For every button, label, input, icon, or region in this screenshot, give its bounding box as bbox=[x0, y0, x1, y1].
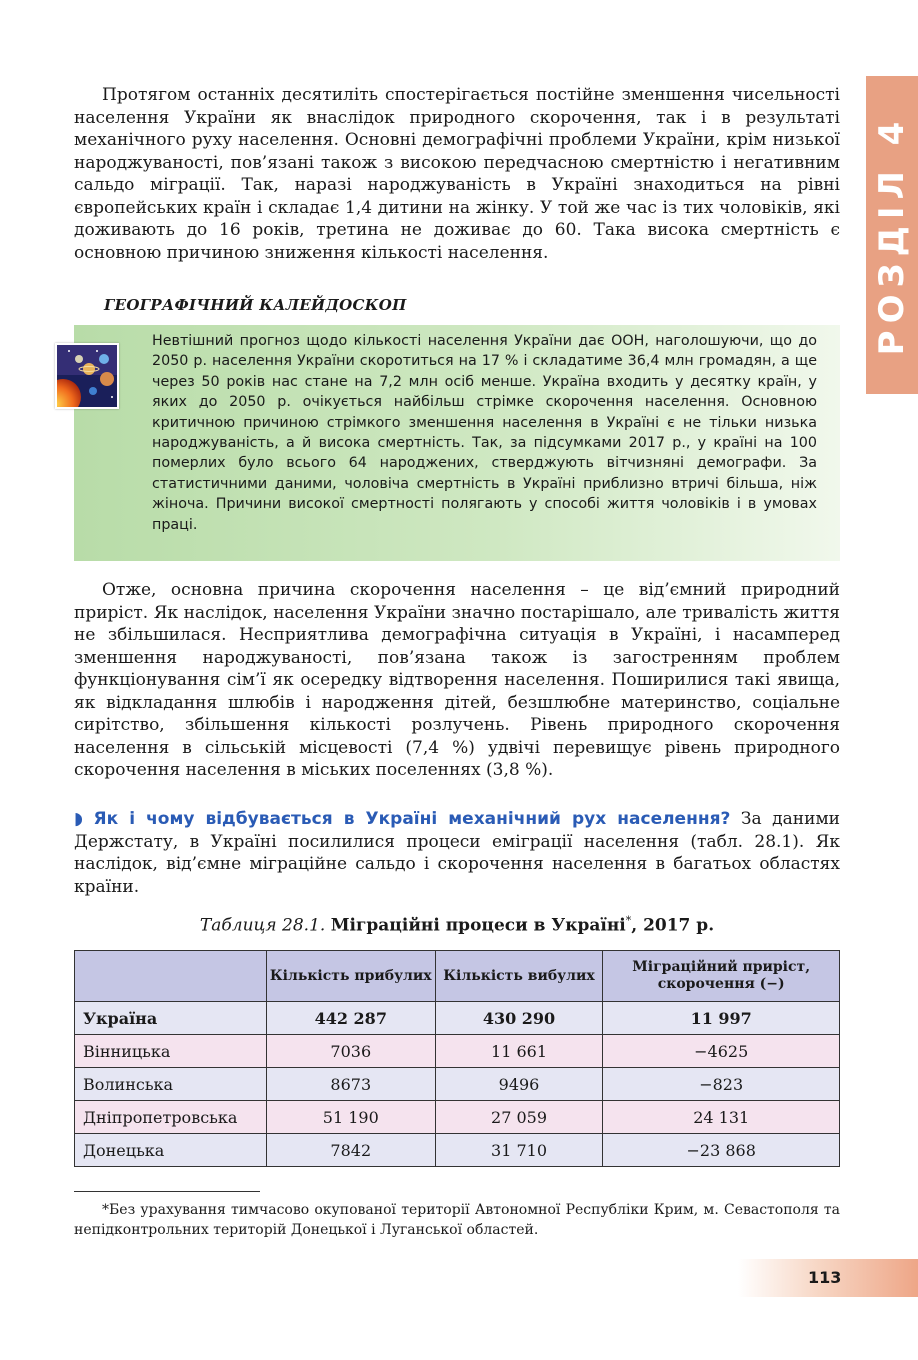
table-cell-balance: −4625 bbox=[603, 1035, 840, 1068]
table-cell-departed: 9496 bbox=[435, 1068, 603, 1101]
footnote-divider bbox=[74, 1191, 260, 1192]
table-header-region bbox=[75, 951, 267, 1002]
planets-icon bbox=[55, 343, 119, 409]
table-cell-region: Вінницька bbox=[75, 1035, 267, 1068]
page-number: 113 bbox=[808, 1268, 842, 1287]
table-cell-arrived: 7842 bbox=[266, 1134, 435, 1167]
paragraph-population-decline: Протягом останніх десятиліть спостерігається постійне зменшення чисельності населення України як внаслідок природного скорочення, так і в результаті механічного руху населення. Основні демографічні проблеми України, крім низької народжуваності, пов’язані також з високою передчасною смертністю і негативним сальдо міграції. Так, наразі народжуваність в Україні знаходиться на рівні європейських країн і складає 1,4 дитини на жінку. У той же час із тих чоловіків, які доживають до 16 років, третина не доживає до 60. Така висока смертність є основною причиною зниження кількості населення. bbox=[74, 85, 840, 263]
table-header-migration-balance: Міграційний приріст, скорочення (−) bbox=[603, 951, 840, 1002]
footnote: *Без урахування тимчасово окупованої території Автономної Республіки Крим, м. Севастополя та непідконтрольних територій Донецької і Луганської областей. bbox=[74, 1202, 840, 1238]
table-cell-balance: 24 131 bbox=[603, 1101, 840, 1134]
table-header-arrived: Кількість прибулих bbox=[266, 951, 435, 1002]
table-header-departed: Кількість вибулих bbox=[435, 951, 603, 1002]
table-caption-footnote-mark: * bbox=[625, 914, 632, 927]
table-cell-departed: 31 710 bbox=[435, 1134, 603, 1167]
table-cell-balance: 11 997 bbox=[603, 1002, 840, 1035]
table-row bbox=[75, 1134, 840, 1167]
paragraph-migration-text: За даними Держстату, в Україні посилилися процеси еміграції населення (табл. 28.1). Як наслідок, від’ємне міграційне сальдо і скорочення населення в багатьох областях країни. bbox=[74, 809, 840, 897]
table-cell-region: Дніпропетровська bbox=[75, 1101, 267, 1134]
table-cell-region: Україна bbox=[75, 1002, 267, 1035]
table-cell-departed: 27 059 bbox=[435, 1101, 603, 1134]
table-caption-year: , 2017 р. bbox=[631, 915, 715, 936]
table-cell-region: Донецька bbox=[75, 1134, 267, 1167]
table-row bbox=[75, 1002, 840, 1035]
table-cell-region: Волинська bbox=[75, 1068, 267, 1101]
table-cell-departed: 11 661 bbox=[435, 1035, 603, 1068]
table-cell-arrived: 442 287 bbox=[266, 1002, 435, 1035]
table-cell-balance: −823 bbox=[603, 1068, 840, 1101]
table-caption-title: Міграційні процеси в Україні bbox=[330, 915, 626, 936]
table-cell-balance: −23 868 bbox=[603, 1134, 840, 1167]
chapter-side-tab-label: РОЗДІЛ 4 bbox=[872, 114, 912, 356]
table-caption-number: Таблиця 28.1. bbox=[199, 915, 326, 936]
table-cell-arrived: 7036 bbox=[266, 1035, 435, 1068]
question-marker-icon: ◗ bbox=[74, 809, 83, 829]
paragraph-natural-decline: Отже, основна причина скорочення населення – це від’ємний природний приріст. Як наслідок, населення України значно постарішало, але тривалість життя не збільшилася. Несприятлива демографічна ситуація в Україні, і насамперед зменшення народжуваності, пов’язана також із загостренням проблем функціонування сім’ї як осередку відтворення населення. Поширилися такі явища, як відкладання шлюбів і народження дітей, безшлюбне материнство, соціальне сирітство, збільшення кількості розлучень. Рівень природного скорочення населення в сільській місцевості (7,4 %) удвічі перевищує рівень природного скорочення населення в міських поселеннях (3,8 %). bbox=[74, 580, 840, 780]
chapter-side-tab bbox=[866, 76, 918, 394]
paragraph-migration bbox=[74, 808, 840, 898]
table-header-row bbox=[75, 951, 840, 1002]
migration-table bbox=[74, 950, 840, 1167]
kaleidoscope-text: Невтішний прогноз щодо кількості населення України дає ООН, наголошуючи, що до 2050 р. населення України скоротиться на 17 % і складатиме 36,4 млн громадян, а ще через 50 років нас стане на 7,2 млн осіб менше. Україна входить у десятку країн, у яких до 2050 р. очікується найбільш стрімке скорочення населення. Основною критичною причиною стрімкого зменшення населення в Україні є не тільки низька народжуваність, а й висока смертність. Так, за підсумками 2017 р., у країні на 100 померлих було всього 64 народжених, стверджують вітчизняні демографи. За статистичними даними, чоловіча смертність в Україні приблизно втричі більша, ніж жіноча. Причини високої смертності полягають у способі життя чоловіків і в умовах праці. bbox=[152, 333, 817, 533]
table-cell-arrived: 8673 bbox=[266, 1068, 435, 1101]
table-caption bbox=[74, 914, 840, 936]
table-row bbox=[75, 1101, 840, 1134]
table-cell-arrived: 51 190 bbox=[266, 1101, 435, 1134]
kaleidoscope-heading: ГЕОГРАФІЧНИЙ КАЛЕЙДОСКОП bbox=[104, 296, 407, 314]
table-row bbox=[75, 1035, 840, 1068]
table-cell-departed: 430 290 bbox=[435, 1002, 603, 1035]
table-row bbox=[75, 1068, 840, 1101]
section-question: Як і чому відбувається в Україні механічний рух населення? bbox=[93, 809, 731, 829]
